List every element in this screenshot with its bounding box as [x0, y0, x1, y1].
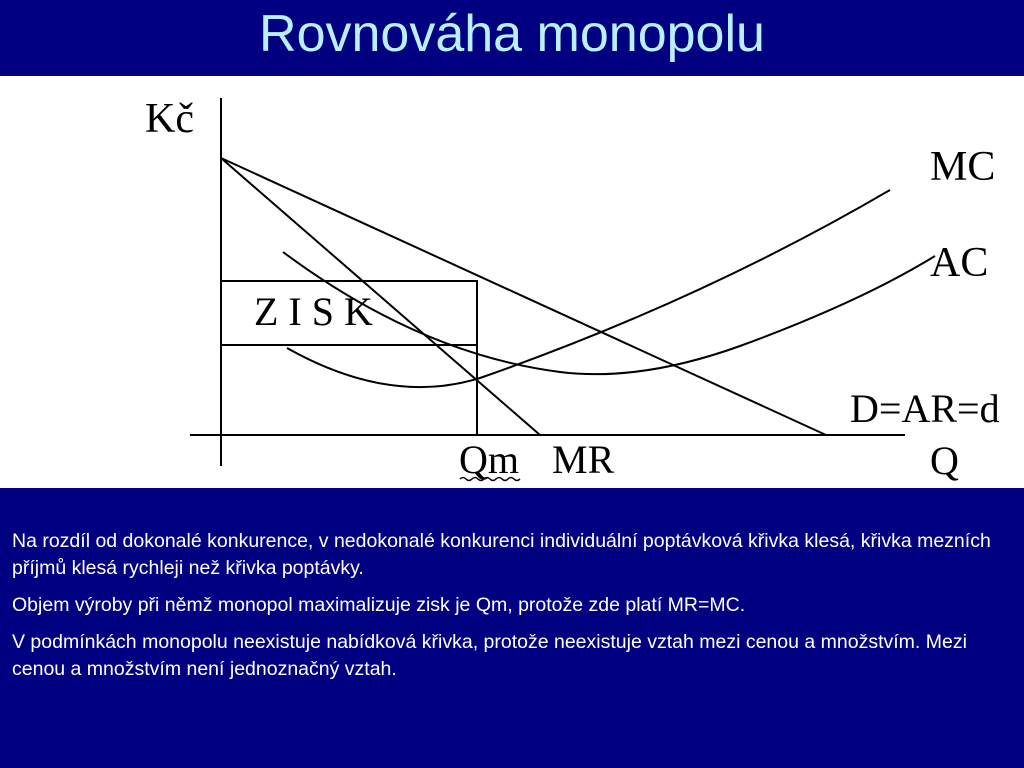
ac-curve — [283, 252, 935, 374]
y-axis-label: Kč — [145, 96, 194, 142]
paragraph-2: Objem výroby při němž monopol maximalizuje zisk je Qm, protože zde platí MR=MC. — [12, 594, 746, 616]
monopoly-diagram — [0, 76, 1024, 488]
title-bar — [0, 0, 1024, 76]
mc-label: MC — [930, 144, 996, 190]
mc-curve — [287, 190, 890, 387]
qm-label: Qm — [459, 437, 519, 482]
demand-label: D=AR=d — [850, 386, 1000, 431]
x-axis-label: Q — [930, 438, 959, 483]
ac-label: AC — [930, 240, 989, 286]
profit-label: Z I S K — [254, 289, 373, 334]
diagram-svg — [0, 76, 1024, 488]
mr-label: MR — [552, 437, 615, 482]
slide-title: Rovnováha monopolu — [259, 5, 765, 63]
explanation-panel — [0, 488, 1024, 768]
paragraph-3: V podmínkách monopolu neexistuje nabídková křivka, protože neexistuje vztah mezi cenou a množstvím. Mezi cenou a množstvím není jednoznačný vztah. — [12, 631, 967, 680]
paragraph-1: Na rozdíl od dokonalé konkurence, v nedokonalé konkurenci individuální poptávková křivka klesá, křivka mezních příjmů klesá rychleji než křivka poptávky. — [12, 530, 991, 579]
